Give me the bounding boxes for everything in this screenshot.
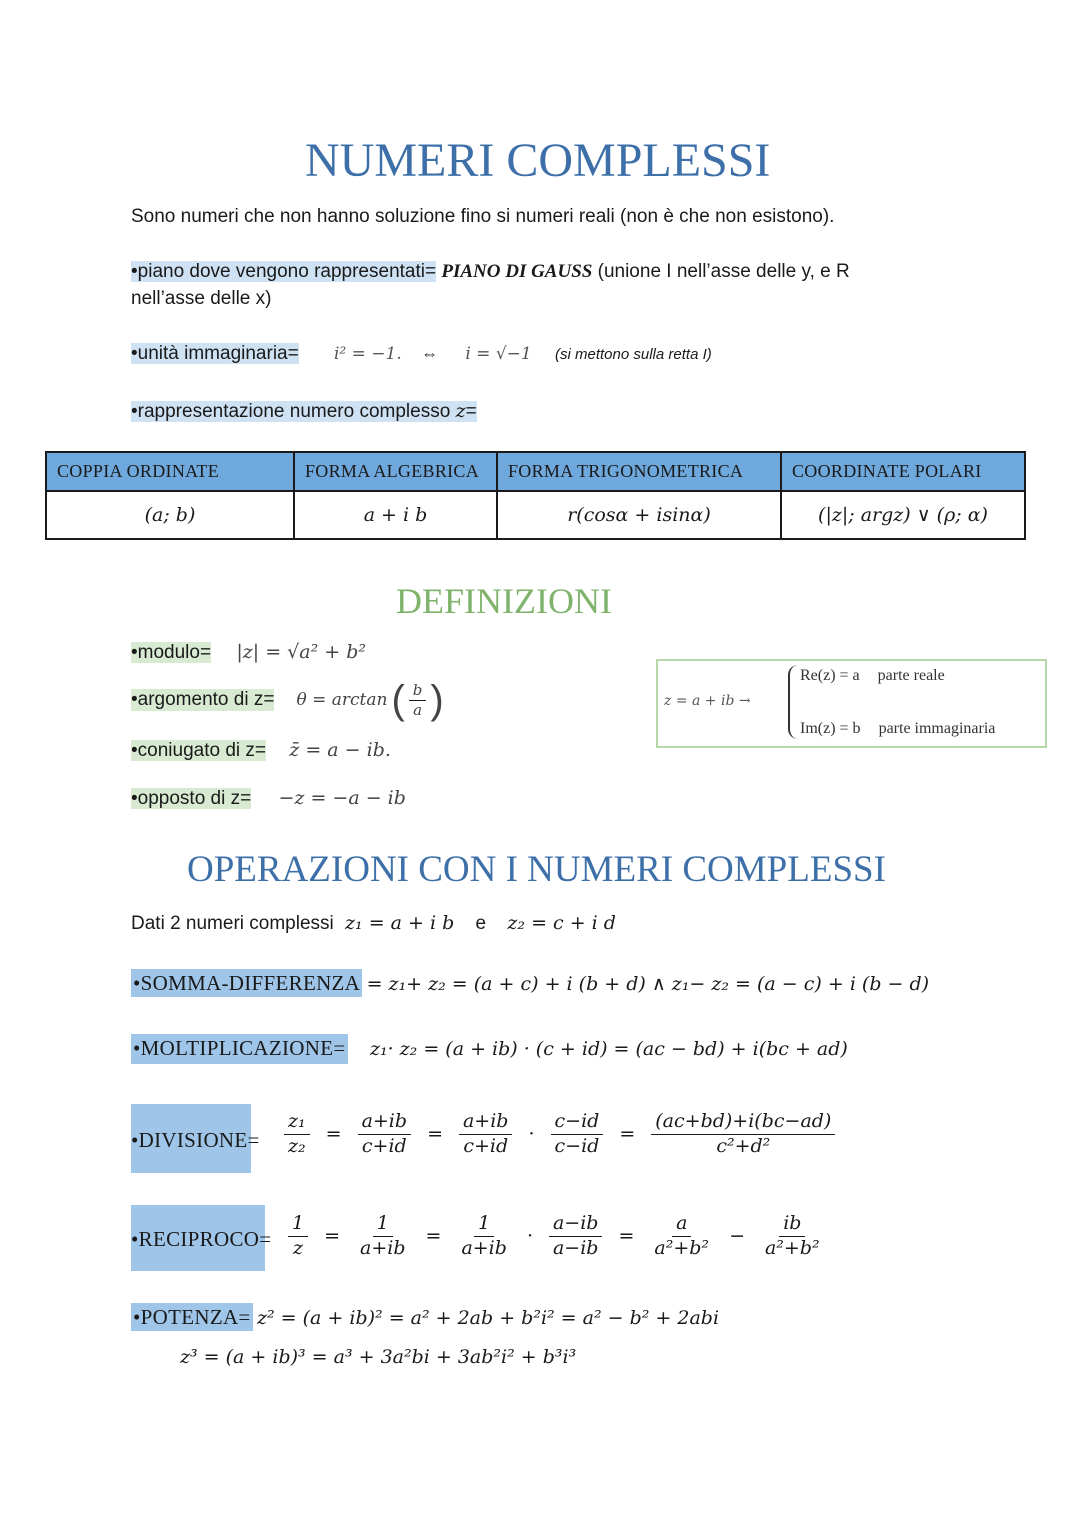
unita-formula-1: i² = −1. <box>334 344 402 364</box>
piano-name: PIANO DI GAUSS <box>441 261 593 282</box>
coniugato-formula: z̄ = a − ib. <box>289 739 391 761</box>
argomento-label: •argomento di z= <box>131 689 275 710</box>
page-title: NUMERI COMPLESSI <box>305 134 771 187</box>
reciproco-label: •RECIPROCO= <box>131 1227 272 1251</box>
header-trigonometrica: FORMA TRIGONOMETRICA <box>497 452 781 491</box>
definizioni-title: DEFINIZIONI <box>396 581 612 621</box>
unita-note: (si mettono sulla retta I) <box>555 346 712 363</box>
rec-frac-4: $\frac{a-ib}{a-ib}$ <box>549 1212 603 1261</box>
div-frac-4: $\frac{c-id}{c-id}$ <box>551 1110 604 1159</box>
unita-formula-2: i = √−1 <box>465 344 532 364</box>
div-frac-1: $\frac{\text{z₁}}{\text{z₂}}$ <box>284 1110 310 1159</box>
header-algebrica: FORMA ALGEBRICA <box>294 452 497 491</box>
header-polari: COORDINATE POLARI <box>781 452 1025 491</box>
equivalence-icon: ⇔ <box>421 344 439 363</box>
div-frac-5: $\frac{(ac+bd)+i(bc-ad)}{\text{c²+d²}}$ <box>651 1110 835 1159</box>
opposto-formula: −z = −a − ib <box>278 787 406 809</box>
somma-line <box>131 971 929 996</box>
rec-frac-3: $\frac{1}{a+ib}$ <box>461 1212 507 1259</box>
somma-label: •SOMMA-DIFFERENZA <box>133 971 361 995</box>
somma-formula: = z₁+ z₂ = (a + c) + i (b + d) ∧ z₁− z₂ = (a − c) + i (b − d) <box>366 973 930 995</box>
molt-line <box>131 1036 848 1061</box>
unita-line <box>131 343 712 365</box>
rappresentazione-label: •rappresentazione numero complesso z= <box>131 400 477 422</box>
molt-formula: z₁· z₂ = (a + ib) · (c + id) = (ac − bd) + i(bc + ad) <box>369 1038 848 1060</box>
value-algebrica: a + i b <box>294 491 497 539</box>
coniugato-line <box>131 739 391 762</box>
value-trigonometrica: r(cosα + isinα) <box>497 491 781 539</box>
value-polari: (|z|; argz) ∨ (ρ; α) <box>781 491 1025 539</box>
z1-def: z₁ = a + i b <box>345 912 455 934</box>
piano-rest: (unione I nell’asse delle y, e R <box>597 261 850 282</box>
opposto-line <box>131 787 406 810</box>
argomento-line <box>131 680 444 720</box>
rec-frac-2: $\frac{1}{a+ib}$ <box>360 1212 406 1259</box>
brace-icon <box>788 665 800 739</box>
potenza-formula-2: z³ = (a + ib)³ = a³ + 3a²bi + 3ab²i² + b³i³ <box>180 1346 577 1368</box>
div-frac-3: $\frac{a+ib}{c+id}$ <box>459 1110 513 1159</box>
piano-label: •piano dove vengono rappresentati= <box>131 261 437 282</box>
argomento-fraction: $\frac{b}{a}$ <box>409 681 427 720</box>
paren-open-icon: ( <box>391 678 405 722</box>
unita-label: •unità immaginaria= <box>131 343 299 364</box>
box-left: z = a + ib → <box>664 693 751 709</box>
potenza-label: •POTENZA= <box>133 1305 251 1329</box>
modulo-line <box>131 641 366 664</box>
piano-line <box>131 261 850 283</box>
forms-table <box>45 451 1026 540</box>
molt-label: •MOLTIPLICAZIONE= <box>131 1034 348 1064</box>
divisione-formula: $\frac{\text{z₁}}{\text{z₂}}$ = $\frac{a+ib}{c+id}$ = $\frac{a+ib}{c+id}$ · $\frac{c-id}{c-id}$ = $\frac{(ac+bd)+i(bc-ad)}{\text{c²+d²}}$ <box>280 1110 839 1159</box>
re-im-box <box>656 659 1047 748</box>
rec-frac-6: $\frac{ib}{\text{a²+b²}}$ <box>764 1212 820 1259</box>
paren-close-icon: ) <box>430 678 444 722</box>
z2-def: z₂ = c + i d <box>507 912 616 934</box>
rec-frac-5: $\frac{a}{\text{a²+b²}}$ <box>654 1212 710 1259</box>
intro-text: Sono numeri che non hanno soluzione fino si numeri reali (non è che non esistono). <box>131 206 835 227</box>
value-coppia: (a; b) <box>46 491 294 539</box>
coniugato-label: •coniugato di z= <box>131 740 266 761</box>
potenza-formula-1: z² = (a + ib)² = a² + 2ab + b²i² = a² − b² + 2abi <box>257 1307 720 1329</box>
argomento-formula: θ = arctan <box>296 690 388 710</box>
im-line: Im(z) = b parte immaginaria <box>800 720 996 737</box>
opposto-label: •opposto di z= <box>131 788 252 809</box>
modulo-formula: |z| = √a² + b² <box>236 641 367 663</box>
divisione-label: •DIVISIONE= <box>131 1128 260 1152</box>
piano-rest-2: nell’asse delle x) <box>131 288 272 309</box>
re-line: Re(z) = a parte reale <box>800 667 945 684</box>
dati-line: Dati 2 numeri complessi z₁ = a + i b e z₂ = c + i d <box>131 912 616 934</box>
rappresentazione-line <box>131 400 477 423</box>
reciproco-formula: $\frac{1}{z}$ = $\frac{1}{a+ib}$ = $\frac{1}{a+ib}$ · $\frac{a-ib}{a-ib}$ = $\frac{a}{\text{a²+b²}}$ − $\frac{ib}{\text{a²+b²}}$ <box>284 1212 828 1261</box>
div-frac-2: $\frac{a+ib}{c+id}$ <box>358 1110 412 1159</box>
potenza-line <box>131 1305 719 1330</box>
operazioni-title: OPERAZIONI CON I NUMERI COMPLESSI <box>187 849 886 890</box>
header-coppia: COPPIA ORDINATE <box>46 452 294 491</box>
rec-frac-1: $\frac{1}{z}$ <box>288 1212 308 1261</box>
modulo-label: •modulo= <box>131 642 212 663</box>
